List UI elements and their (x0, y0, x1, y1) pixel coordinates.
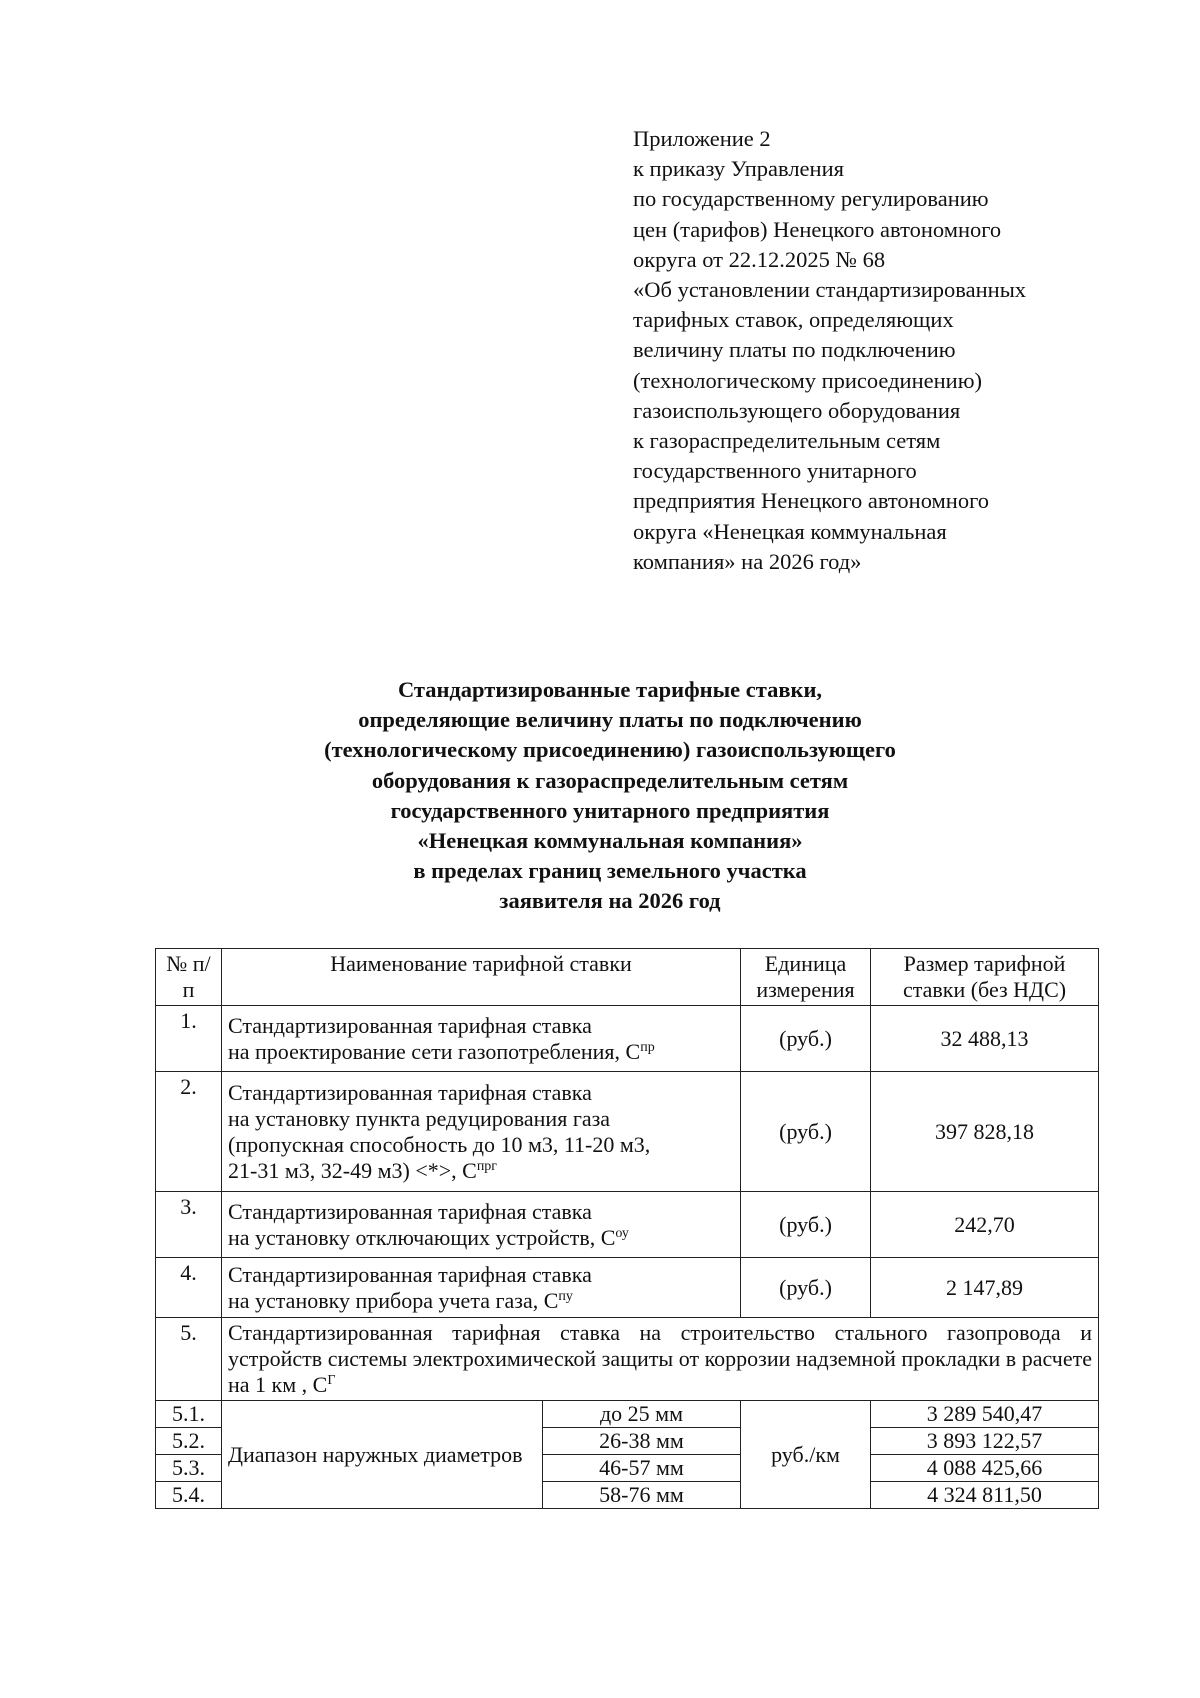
rate-name (222, 1318, 1099, 1401)
appendix-line: цен (тарифов) Ненецкого автономного (633, 216, 1002, 242)
header-num: № п/п (156, 949, 222, 1006)
row-number: 5.2. (156, 1428, 222, 1455)
diameter-range-label: Диапазон наружных диаметров (222, 1401, 543, 1509)
table-row (156, 1318, 1099, 1401)
rate-symbol-sup: прг (476, 1158, 498, 1174)
rate-unit: (руб.) (741, 1006, 871, 1072)
diameter-value: 26-38 мм (543, 1428, 741, 1455)
appendix-line: к приказу Управления (633, 156, 844, 182)
rate-unit: (руб.) (741, 1072, 871, 1192)
rate-name-line (228, 1039, 734, 1065)
appendix-line: тарифных ставок, определяющих (633, 307, 954, 333)
rate-name (222, 1006, 741, 1072)
rate-name (222, 1258, 741, 1318)
table-row (156, 1072, 1099, 1192)
appendix-line: газоиспользующего оборудования (633, 397, 961, 423)
diameter-value: 46-57 мм (543, 1455, 741, 1482)
title-line: (технологическому присоединению) газоиспользующего (324, 737, 896, 763)
table-row (156, 1006, 1099, 1072)
rate-name-text: на проектирование сети газопотребления, С (228, 1038, 641, 1064)
header-value: Размер тарифной ставки (без НДС) (871, 949, 1099, 1006)
row-number: 1. (156, 1006, 222, 1072)
rate-name-line (228, 1288, 734, 1314)
rate-value: 4 324 811,50 (871, 1482, 1099, 1509)
rate-value: 3 893 122,57 (871, 1428, 1099, 1455)
rate-name-line: Стандартизированная тарифная ставка (228, 1012, 592, 1038)
rate-name-line (228, 1158, 734, 1184)
rate-symbol-sup: Г (327, 1373, 336, 1388)
table-header-row (156, 949, 1099, 1006)
rate-name-text: на установку прибора учета газа, С (228, 1287, 559, 1313)
title-line: оборудования к газораспределительным сетям (371, 767, 849, 793)
appendix-line: предприятия Ненецкого автономного (633, 488, 989, 514)
appendix-line: к газораспределительным сетям (633, 428, 941, 454)
rate-name (222, 1192, 741, 1258)
header-name: Наименование тарифной ставки (222, 949, 741, 1006)
row-number: 2. (156, 1072, 222, 1192)
rate-name-text: на установку отключающих устройств, С (228, 1224, 616, 1250)
row-number: 5.1. (156, 1401, 222, 1428)
rate-name-line: (пропускная способность до 10 м3, 11-20 м3, (228, 1131, 651, 1157)
row-number: 5. (156, 1318, 222, 1401)
title-line: в пределах границ земельного участка (413, 858, 807, 884)
rate-symbol-sup: пр (640, 1039, 655, 1055)
rate-symbol-sup: пу (558, 1288, 573, 1304)
table-row (156, 1192, 1099, 1258)
rate-symbol-sup: оу (615, 1225, 629, 1241)
rate-name-line: на установку пункта редуцирования газа (228, 1105, 611, 1131)
appendix-block (633, 124, 1153, 577)
rate-value: 4 088 425,66 (871, 1455, 1099, 1482)
row-number: 5.4. (156, 1482, 222, 1509)
table-row (156, 1401, 1099, 1428)
rate-name (222, 1072, 741, 1192)
appendix-line: по государственному регулированию (633, 186, 989, 212)
appendix-line: округа от 22.12.2025 № 68 (633, 246, 886, 272)
rate-name-line: Стандартизированная тарифная ставка (228, 1198, 592, 1224)
rate-name-line (228, 1225, 734, 1251)
title-line: Стандартизированные тарифные ставки, (397, 677, 823, 702)
document-title (150, 675, 1070, 917)
header-unit: Единица измерения (741, 949, 871, 1006)
appendix-line: компания» на 2026 год» (633, 548, 862, 574)
rate-value: 397 828,18 (871, 1072, 1099, 1192)
rate-name-line: Стандартизированная тарифная ставка (228, 1079, 592, 1105)
rate-name-line: Стандартизированная тарифная ставка (228, 1261, 592, 1287)
title-line: государственного унитарного предприятия (390, 797, 830, 823)
appendix-line: величину платы по подключению (633, 337, 956, 363)
rate-name-text: 21-31 м3, 32-49 м3) <*>, С (228, 1157, 477, 1183)
appendix-line: Приложение 2 (633, 126, 771, 151)
appendix-line: «Об установлении стандартизированных (633, 277, 1027, 303)
rate-value: 3 289 540,47 (871, 1401, 1099, 1428)
rate-unit: (руб.) (741, 1258, 871, 1318)
title-line: «Ненецкая коммунальная компания» (417, 828, 803, 854)
appendix-line: государственного унитарного (633, 458, 917, 484)
appendix-line: (технологическому присоединению) (633, 367, 983, 393)
rate-value: 242,70 (871, 1192, 1099, 1258)
title-line: определяющие величину платы по подключению (358, 707, 862, 733)
row-number: 4. (156, 1258, 222, 1318)
rate-value: 2 147,89 (871, 1258, 1099, 1318)
row-number: 5.3. (156, 1455, 222, 1482)
range-unit: руб./км (741, 1401, 871, 1509)
appendix-line: округа «Ненецкая коммунальная (633, 518, 947, 544)
tariff-table (155, 948, 1099, 1509)
row-number: 3. (156, 1192, 222, 1258)
rate-unit: (руб.) (741, 1192, 871, 1258)
rate-name-text: Стандартизированная тарифная ставка на строительство стального газопровода и устройств системы электрохимической защиты от коррозии надземной прокладки в расчете на 1 км , С (228, 1320, 1093, 1397)
diameter-value: 58-76 мм (543, 1482, 741, 1509)
title-line: заявителя на 2026 год (499, 888, 721, 914)
diameter-value: до 25 мм (543, 1401, 741, 1428)
table-row (156, 1258, 1099, 1318)
rate-value: 32 488,13 (871, 1006, 1099, 1072)
